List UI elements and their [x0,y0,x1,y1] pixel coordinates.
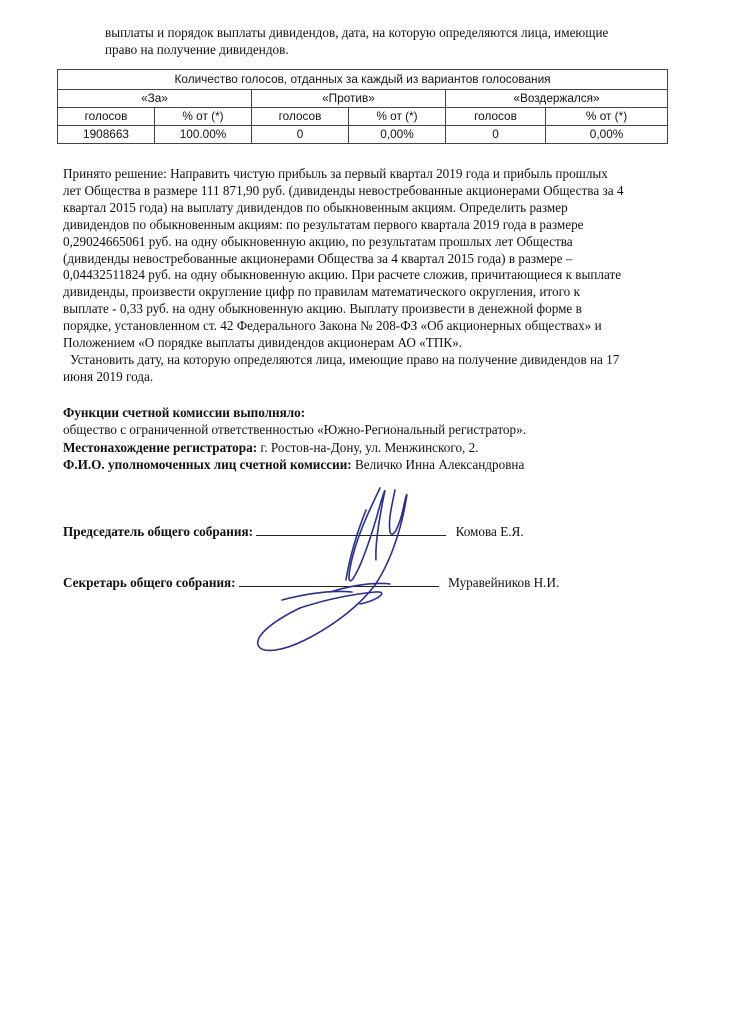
counting-commission-block [63,404,675,474]
record-date-line-1: Установить дату, на которую определяются лица, имеющие право на получение дивидендов на 17 [70,351,620,367]
za-percent-value: 100.00% [155,126,252,144]
za-votes-value: 1908663 [58,126,155,144]
votes-table-caption-row [58,70,668,90]
commission-heading: Функции счетной комиссии выполняло: [63,405,306,420]
chair-name: Комова Е.Я. [455,524,524,539]
decision-line: порядке, установленном ст. 42 Федерального Закона № 208-ФЗ «Об акционерных обществах» и [63,318,602,334]
secretary-signature-line [239,572,439,587]
vozd-votes-value: 0 [446,126,546,144]
decision-line: (дивиденды невостребованные акционерами Общества за 4 квартал 2015 года) в размере – [63,250,573,266]
decision-line: Положением «О порядке выплаты дивидендов акционерам АО «ТПК». [63,335,463,351]
secretary-signature-row [63,572,559,591]
registrar-location-value: г. Ростов-на-Дону, ул. Менжинского, 2. [257,439,479,455]
chair-signature-line [256,521,446,536]
registrar-location-label: Местонахождение регистратора: [63,439,258,455]
secretary-name: Муравейников Н.И. [448,575,560,590]
votes-table-caption: Количество голосов, отданных за каждый из вариантов голосования [58,70,668,90]
decision-line: выплате - 0,33 руб. на одну обыкновенную акцию. Выплату произвести в денежной форме в [63,301,582,317]
authorized-persons-value: Величко Инна Александровна [351,457,525,473]
decision-line: 0,04432511824 руб. на одну обыкновенную акцию. При расчете сложив, причитающиеся к выплате [63,267,622,283]
commission-org: общество с ограниченной ответственностью «Южно-Региональный регистратор». [63,422,526,438]
vozd-percent-value: 0,00% [546,126,668,144]
votes-table-values-row [58,126,668,144]
option-protiv: «Против» [252,90,446,108]
chair-label: Председатель общего собрания: [63,524,253,539]
record-date-line-2: июня 2019 года. [63,368,154,384]
header-percent: % от (*) [155,108,252,126]
decision-line: 0,29024665061 руб. на одну обыкновенную акцию, по результатам прошлых лет Общества [63,233,573,249]
votes-table-options-row [58,90,668,108]
chair-signature-row [63,521,524,540]
registrar-location [63,439,675,456]
intro-line-2: право на получение дивидендов. [105,42,289,57]
decision-line: Принято решение: Направить чистую прибыль за первый квартал 2019 года и прибыль прошлых [63,166,608,181]
header-votes: голосов [446,108,546,126]
authorized-persons [63,456,675,473]
decision-text [63,166,675,386]
header-percent: % от (*) [349,108,446,126]
header-percent: % от (*) [546,108,668,126]
protiv-votes-value: 0 [252,126,349,144]
secretary-label: Секретарь общего собрания: [63,575,236,590]
intro-line-1: выплаты и порядок выплаты дивидендов, дата, на которую определяются лица, имеющие [105,25,609,40]
decision-line: дивиденды, произвести округление цифр по правилам математического округления, итого к [63,284,580,300]
option-vozderzhalsya: «Воздержался» [446,90,668,108]
decision-line: дивидендов по обыкновенным акциям: по результатам первого квартала 2019 года в размере [63,216,584,232]
protiv-percent-value: 0,00% [349,126,446,144]
authorized-persons-label: Ф.И.О. уполномоченных лиц счетной комиссии: [63,457,352,473]
votes-table-header-row [58,108,668,126]
intro-text [105,24,695,58]
header-votes: голосов [58,108,155,126]
votes-table [57,69,668,144]
option-za: «За» [58,90,252,108]
decision-line: квартал 2015 года) на выплату дивидендов по обыкновенным акциям. Определить размер [63,199,568,215]
header-votes: голосов [252,108,349,126]
decision-line: лет Общества в размере 111 871,90 руб. (дивиденды невостребованные акционерами Общества за 4 [63,182,624,198]
